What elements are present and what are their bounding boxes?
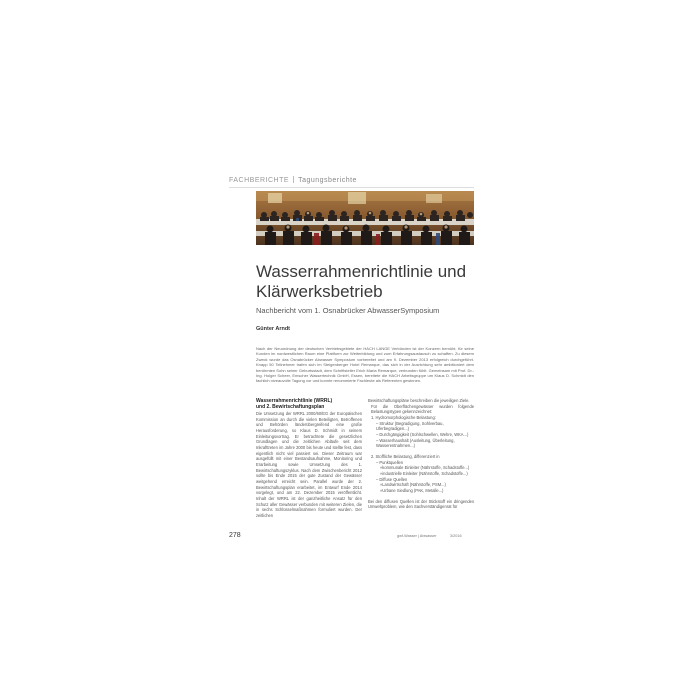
article-title-line-1: Wasserrahmenrichtlinie und xyxy=(256,262,467,281)
journal-name: gwf-Wasser | Abwasser xyxy=(397,534,437,538)
page-number: 278 xyxy=(229,532,241,539)
pollution-list-2 xyxy=(368,454,474,494)
subsection-name: Tagungsberichte xyxy=(298,177,357,184)
article-subtitle: Nachbericht vom 1. Osnabrücker AbwasserSymposium xyxy=(256,306,440,315)
list-item: »kommunale Einleiter (Nährstoffe, Schadstoffe...) xyxy=(380,465,470,471)
article-title xyxy=(256,262,496,302)
left-heading-line-1: Wasserrahmenrichtlinie (WRRL) xyxy=(256,398,333,404)
list-item: »Urbane Siedlung (PAK, Metalle...) xyxy=(380,487,444,493)
left-heading-line-2: und 2. Bewirtschaftungsplan xyxy=(256,404,325,410)
list-heading: 1. Hydromorphologische Belastung: xyxy=(371,414,436,420)
article-author: Günter Arndt xyxy=(256,326,291,332)
left-body-text: Die Umsetzung der WRRL 2000/60/EG der Europäischen Kommission an durch die vielen Beteiligten, Betroffenen und Behörden länderübergreifend eine große Herausforderung, so Klaus D. Schmidt in seinem Einleitungsvortrag. Er betrachtete die gesetzlichen Grundlagen und die zeitlichen Abläufe seit dem Inkrafttreten im Jahre 2000 bis heute und stellte fest, dass eigentlich nicht viel passiert sei. Dieser Zeitraum war ausgefüllt mit einer Bestandsaufnahme, Monitoring und Erarbeitung sowie Umsetzung des 1. Bewirtschaftungszyklus. Nach dem Zwischenbericht 2012 sollte bis Ende 2015 der gute Zustand der Gewässer weitgehend erreicht sein. Parallel wurde der 2. Bewirtschaftungsplan erarbeitet, im Entwurf Ende 2014 vorgelegt, und am 22. Dezember 2015 veröffentlicht. Inhalt der WRRL ist der ganzheitliche Ansatz für den Schutz aller Gewässer verbunden mit weiteren Zielen, die in sechs Schlüsselmaßnahmen formuliert wurden. Der zeitlichen xyxy=(256,411,362,518)
list-heading: 2. Stoffliche Belastung, differenziert in xyxy=(371,453,440,459)
list-item: – Durchgängigkeit (Sohlschwellen, Wehre, WKA...) xyxy=(376,431,469,437)
section-header xyxy=(229,176,357,184)
list-item: – Struktur (Begradigung, Sohlverbau, Uferbegradigen...) xyxy=(376,420,444,432)
left-column xyxy=(256,398,362,518)
right-outro: Bei den diffusen Quellen ist der Stickstoff ein dringendes Umweltproblem, wie den Sachverständigenrat für xyxy=(368,498,474,510)
list-item: – Punktquellen xyxy=(376,459,404,465)
list-item: »Landwirtschaft (Nährstoffe, PSM...) xyxy=(380,482,446,488)
list-item: – Diffuse Quellen xyxy=(376,476,408,482)
list-item: »industrielle Einleiter (Nährstoffe, Schadstoffe...) xyxy=(380,470,468,476)
left-heading xyxy=(256,398,362,410)
section-divider xyxy=(293,176,294,183)
issue-number: 3/2016 xyxy=(450,534,462,538)
right-intro-2: Für die Oberflächengewässer wurden folgende Belastungstypen gekennzeichnet: xyxy=(371,403,474,415)
conference-photo-image xyxy=(256,191,474,245)
right-column xyxy=(368,398,474,510)
header-rule xyxy=(229,187,474,188)
pollution-list-1 xyxy=(368,415,474,449)
section-name: FACHBERICHTE xyxy=(229,177,290,184)
article-lead: Nach der Neuordnung der deutschen Vertriebsgebiete der HACH LANGE Verbünden ist der Konzern bemüht, für seine Kunden im nordwestlichen Raum eine Plattform zur Weiterbildung und zum Erfahrungsaustausch zu schaffen. Zu diesem Zweck wurde das Osnabrücker Abwasser Symposium vorbereitet und am 9. Dezember 2013 erfolgreich durchgeführt. Knapp 50 Teilnehmer trafen sich im Steigenberger Hotel Remarque, das sich in der Ausrichtung sehr ambitioniert dem berühmten Sohn seiner Geburtsstadt, dem Schriftsteller Erich Maria Remarque, verbunden fühlt. Gemeinsam mit Prof. Dr.-Ing. Holger Scheer, Emscher Wassertechnik GmbH, Essen, bereitete die HACH Arbeitsgruppe um Klaus D. Schmidt den fachlich niveauvolle Tagung vor und konnte renommierte Fachleute als Referenten gewinnen. xyxy=(256,346,474,384)
list-item: – Wasserhaushalt (Ausleitung, Überleitung, Wasserentnahmen...) xyxy=(376,437,455,449)
right-intro: Bewirtschaftungspläne beschreiben die jeweiligen Ziele. xyxy=(368,398,470,403)
article-title-line-2: Klärwerksbetrieb xyxy=(256,282,383,301)
conference-photo xyxy=(256,191,474,245)
